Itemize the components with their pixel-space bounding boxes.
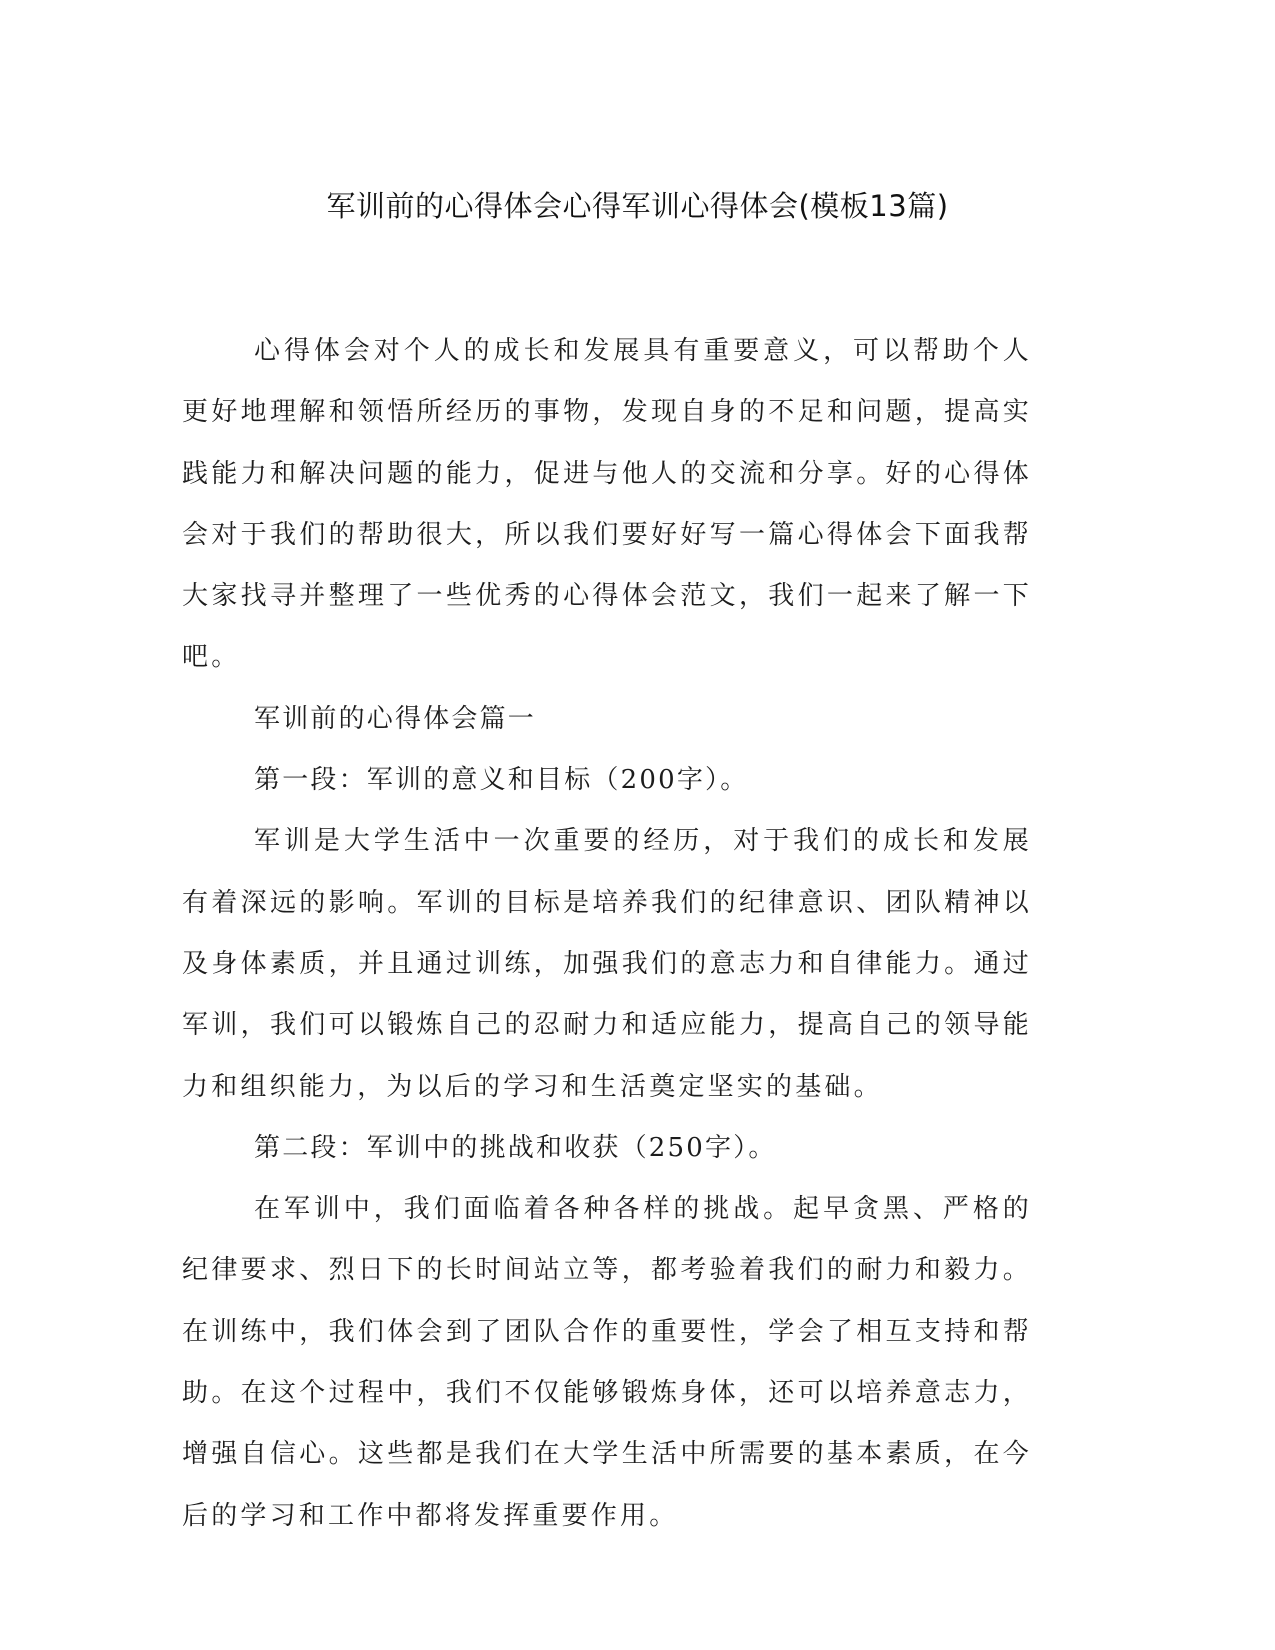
section-heading-part-two: 第二段：军训中的挑战和收获（250字）。 <box>254 1132 777 1163</box>
document-body <box>182 321 1032 1547</box>
intro-paragraph: 心得体会对个人的成长和发展具有重要意义，可以帮助个人更好地理解和领悟所经历的事物，发现自身的不足和问题，提高实践能力和解决问题的能力，促进与他人的交流和分享。好的心得体会对于我们的帮助很大，所以我们要好好写一篇心得体会下面我帮大家找寻并整理了一些优秀的心得体会范文，我们一起来了解一下吧。 <box>182 336 1032 673</box>
document-title: 军训前的心得体会心得军训心得体会(模板13篇) <box>326 189 949 223</box>
section-heading-part-one: 第一段：军训的意义和目标（200字）。 <box>254 765 749 796</box>
paragraph-part-one: 军训是大学生活中一次重要的经历，对于我们的成长和发展有着深远的影响。军训的目标是培养我们的纪律意识、团队精神以及身体素质，并且通过训练，加强我们的意志力和自律能力。通过军训，我们可以锻炼自己的忍耐力和适应能力，提高自己的领导能力和组织能力，为以后的学习和生活奠定坚实的基础。 <box>182 826 1032 1102</box>
section-heading-article-one: 军训前的心得体会篇一 <box>254 703 537 734</box>
paragraph-part-two: 在军训中，我们面临着各种各样的挑战。起早贪黑、严格的纪律要求、烈日下的长时间站立等，都考验着我们的耐力和毅力。在训练中，我们体会到了团队合作的重要性，学会了相互支持和帮助。在这个过程中，我们不仅能够锻炼身体，还可以培养意志力，增强自信心。这些都是我们在大学生活中所需要的基本素质，在今后的学习和工作中都将发挥重要作用。 <box>182 1194 1032 1531</box>
